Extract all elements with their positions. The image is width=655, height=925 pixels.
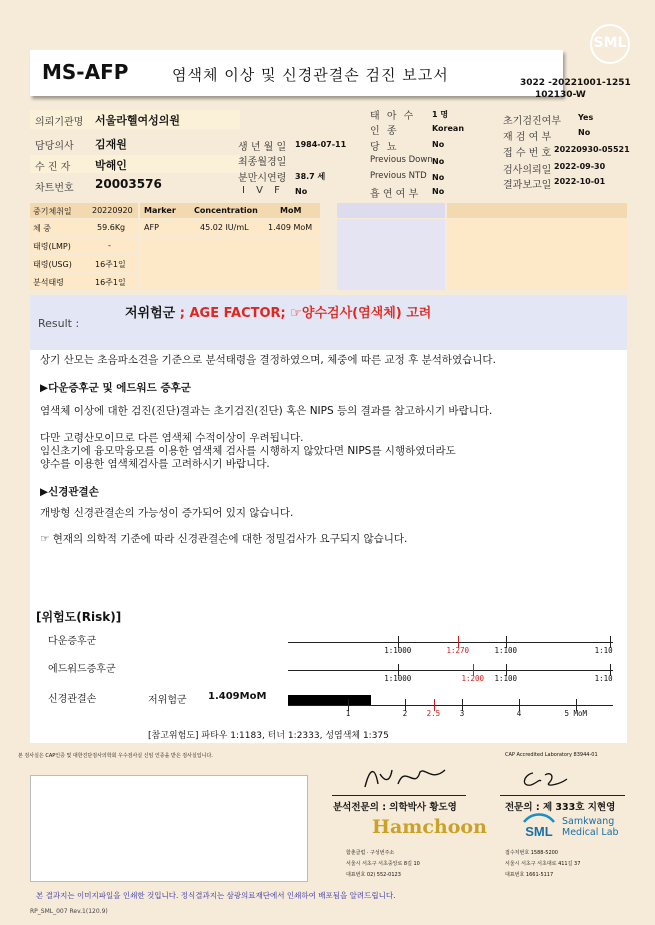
sml-footer-logo-icon xyxy=(522,812,556,840)
edwards-label: 에드워드증후군 xyxy=(48,664,116,675)
patient-label: 수 진 자 xyxy=(35,162,71,173)
page-title: 염색체 이상 및 신경관결손 검진 보고서 xyxy=(172,66,449,84)
prev-down-value: No xyxy=(432,157,445,166)
footer-blank-box xyxy=(30,775,308,882)
down-tick-label: 1:10 xyxy=(594,646,613,655)
edwards-tick-label: 1:100 xyxy=(494,674,518,683)
lmp-ga-value: - xyxy=(108,241,111,250)
request-label: 검사의뢰일 xyxy=(503,165,552,176)
mom-header: MoM xyxy=(280,206,302,215)
address-2b: 서울시 서초구 서초대로 411길 37 xyxy=(505,861,581,867)
signature-2-label: 전문의 : 제 333호 지현영 xyxy=(505,802,616,813)
report-date-label: 결과보고일 xyxy=(503,180,552,191)
header-box xyxy=(30,50,563,96)
footer-notice: 본 결과지는 이미지파일을 인쇄한 것입니다. 정식결과지는 삼광의료재단에서 인쇄하여 배포됨을 알려드립니다. xyxy=(36,891,396,900)
mom-value: 1.409 MoM xyxy=(268,223,313,232)
prev-ntd-value: No xyxy=(432,173,445,182)
risk-title: [위험도(Risk)] xyxy=(36,610,122,624)
retest-value: No xyxy=(578,128,591,137)
result-label: Result : xyxy=(38,317,80,330)
dob-label: 생 년 월 일 xyxy=(238,142,287,153)
ntd-tick-label: 5 MoM xyxy=(564,709,588,718)
edwards-scale-line xyxy=(288,670,613,671)
report-paragraph-3b: 임신초기에 융모막융모를 이용한 염색체 검사를 시행하지 않았다면 NIPS를 시행하였더라도 xyxy=(40,445,456,457)
retest-label: 재 검 여 부 xyxy=(503,132,552,143)
chart-label: 차트번호 xyxy=(35,183,74,194)
down-scale-line xyxy=(288,642,613,643)
address-1a: 함춘클럽 · 구성번주소 xyxy=(346,850,395,856)
edwards-tick-label: 1:1000 xyxy=(384,674,412,683)
weight-value: 59.6Kg xyxy=(97,223,126,232)
ntd-label: 신경관결손 xyxy=(48,694,97,705)
conc-header: Concentration xyxy=(194,206,258,215)
report-paragraph-1: 상기 산모는 초음파소견을 기준으로 분석태령을 결정하였으며, 체중에 따른 교정 후 분석하였습니다. xyxy=(40,354,496,366)
diabetes-label: 당 뇨 xyxy=(370,142,399,153)
report-paragraph-2: 염색체 이상에 대한 검진(진단)결과는 초기검진(진단) 혹은 NIPS 등의 결과를 참고하시기 바랍니다. xyxy=(40,405,493,417)
ivf-value: No xyxy=(295,187,308,196)
anal-ga-value: 16주1일 xyxy=(95,278,126,287)
race-label: 인 종 xyxy=(370,126,399,137)
signature-1-label: 분석전문의 : 의학박사 황도영 xyxy=(333,802,457,813)
ntd-tick-label: 2.5 xyxy=(426,709,441,718)
result-box xyxy=(30,295,627,350)
edwards-tick-label: 1:10 xyxy=(594,674,613,683)
first-label: 초기검진여부 xyxy=(503,116,561,127)
svg-text:SML: SML xyxy=(525,824,553,839)
edwards-tick-label: 1:200 xyxy=(461,674,485,683)
sml-logo-icon: SML xyxy=(590,24,630,64)
report-paragraph-5: ☞ 현재의 의학적 기준에 따라 신경관결손에 대한 정밀검사가 요구되지 않습니다. xyxy=(40,533,408,545)
diabetes-value: No xyxy=(432,140,445,149)
address-2c: 대표번호 1661-5117 xyxy=(505,872,554,878)
result-text xyxy=(125,302,431,321)
result-risk: 저위험군 xyxy=(125,306,180,321)
ntd-risk: 저위험군 xyxy=(148,695,187,706)
signature-2-image xyxy=(515,765,575,793)
address-2a: 접수처번호 1588-5200 xyxy=(505,850,558,856)
dob-value: 1984-07-11 xyxy=(295,140,347,149)
doctor-value: 김재원 xyxy=(95,138,127,151)
report-body xyxy=(30,350,627,743)
accession-label: 접 수 번 호 xyxy=(503,148,552,159)
down-tick-label: 1:270 xyxy=(446,646,470,655)
usg-ga-label: 태령(USG) xyxy=(33,260,72,269)
signature-1-image xyxy=(360,762,450,792)
age-label: 분만시연령 xyxy=(238,173,287,184)
weight-date-value: 20220920 xyxy=(92,206,133,215)
result-advice: ; AGE FACTOR; ☞양수검사(염색체) 고려 xyxy=(179,306,432,321)
section-ntd: ▶신경관결손 xyxy=(40,486,99,498)
ntd-tick-label: 3 xyxy=(459,709,465,718)
cap-number: CAP Accredited Laboratory 83944-01 xyxy=(505,752,598,758)
ntd-mom: 1.409MoM xyxy=(208,691,267,702)
hamchoon-logo: Hamchoon xyxy=(372,816,487,838)
smoke-label: 흡 연 여 부 xyxy=(370,189,419,200)
samkwang-logo: Samkwang Medical Lab xyxy=(562,816,619,838)
ivf-label: I V F xyxy=(242,185,284,196)
reference-risk: [참고위험도] 파타우 1:1183, 터너 1:2333, 성염색체 1:375 xyxy=(148,731,389,741)
first-value: Yes xyxy=(578,113,594,122)
conc-value: 45.02 IU/mL xyxy=(200,223,249,232)
doctor-label: 담당의사 xyxy=(35,141,74,152)
chart-value: 20003576 xyxy=(95,177,162,191)
address-1c: 대표번호 02) 552-0123 xyxy=(346,872,401,878)
down-tick-label: 1:1000 xyxy=(384,646,412,655)
report-paragraph-3c: 양수를 이용한 염색체검사를 고려하시기 바랍니다. xyxy=(40,458,270,470)
anal-ga-label: 분석태령 xyxy=(33,278,64,287)
report-paragraph-3a: 다만 고령산모이므로 다른 염색체 수적이상이 우려됩니다. xyxy=(40,432,304,444)
weight-label: 체 중 xyxy=(33,224,51,233)
hospital-value: 서울라헬여성의원 xyxy=(95,114,181,127)
down-tick-label: 1:100 xyxy=(494,646,518,655)
twin-value: 1 명 xyxy=(432,110,449,119)
usg-ga-value: 16주1일 xyxy=(95,260,126,269)
section-down-edwards: ▶다운증후군 및 에드워드 증후군 xyxy=(40,382,191,394)
accession-value: 20220930-05521 xyxy=(554,145,630,154)
patient-value: 박해인 xyxy=(95,159,127,172)
form-code: RP_SML_007 Rev.1(120.9) xyxy=(30,908,108,915)
twin-label: 태 아 수 xyxy=(370,111,416,122)
lmp-label: 최종월경일 xyxy=(238,157,287,168)
age-value: 38.7 세 xyxy=(295,172,326,181)
down-label: 다운증후군 xyxy=(48,636,97,647)
ntd-mom-bar xyxy=(288,695,371,705)
lmp-ga-label: 태령(LMP) xyxy=(33,242,71,251)
report-paragraph-4: 개방형 신경관결손의 가능성이 증가되어 있지 않습니다. xyxy=(40,507,294,519)
report-date-value: 2022-10-01 xyxy=(554,177,606,186)
prev-down-label: Previous Down xyxy=(370,155,433,165)
ntd-tick-label: 4 xyxy=(516,709,522,718)
address-1b: 서울시 서초구 서초중앙로 8길 10 xyxy=(346,861,420,867)
marker-value: AFP xyxy=(144,223,159,232)
report-code: MS-AFP xyxy=(42,60,129,84)
marker-header: Marker xyxy=(144,206,176,215)
smoke-value: No xyxy=(432,187,445,196)
report-number-2: 102130-W xyxy=(535,90,586,100)
cap-note: 본 검사실은 CAP인증 및 대한진단검사의학회 우수검사실 신임 인증을 받은 검사실입니다. xyxy=(18,753,213,759)
request-value: 2022-09-30 xyxy=(554,162,606,171)
weight-date-label: 중기체취일 xyxy=(33,207,72,216)
report-number: 3022 -20221001-1251 xyxy=(520,78,631,88)
ntd-scale-line xyxy=(288,705,613,706)
prev-ntd-label: Previous NTD xyxy=(370,171,427,181)
race-value: Korean xyxy=(432,124,465,133)
ntd-tick-label: 2 xyxy=(402,709,408,718)
hospital-label: 의뢰기관명 xyxy=(35,117,84,128)
ntd-tick-label: 1 xyxy=(345,709,351,718)
